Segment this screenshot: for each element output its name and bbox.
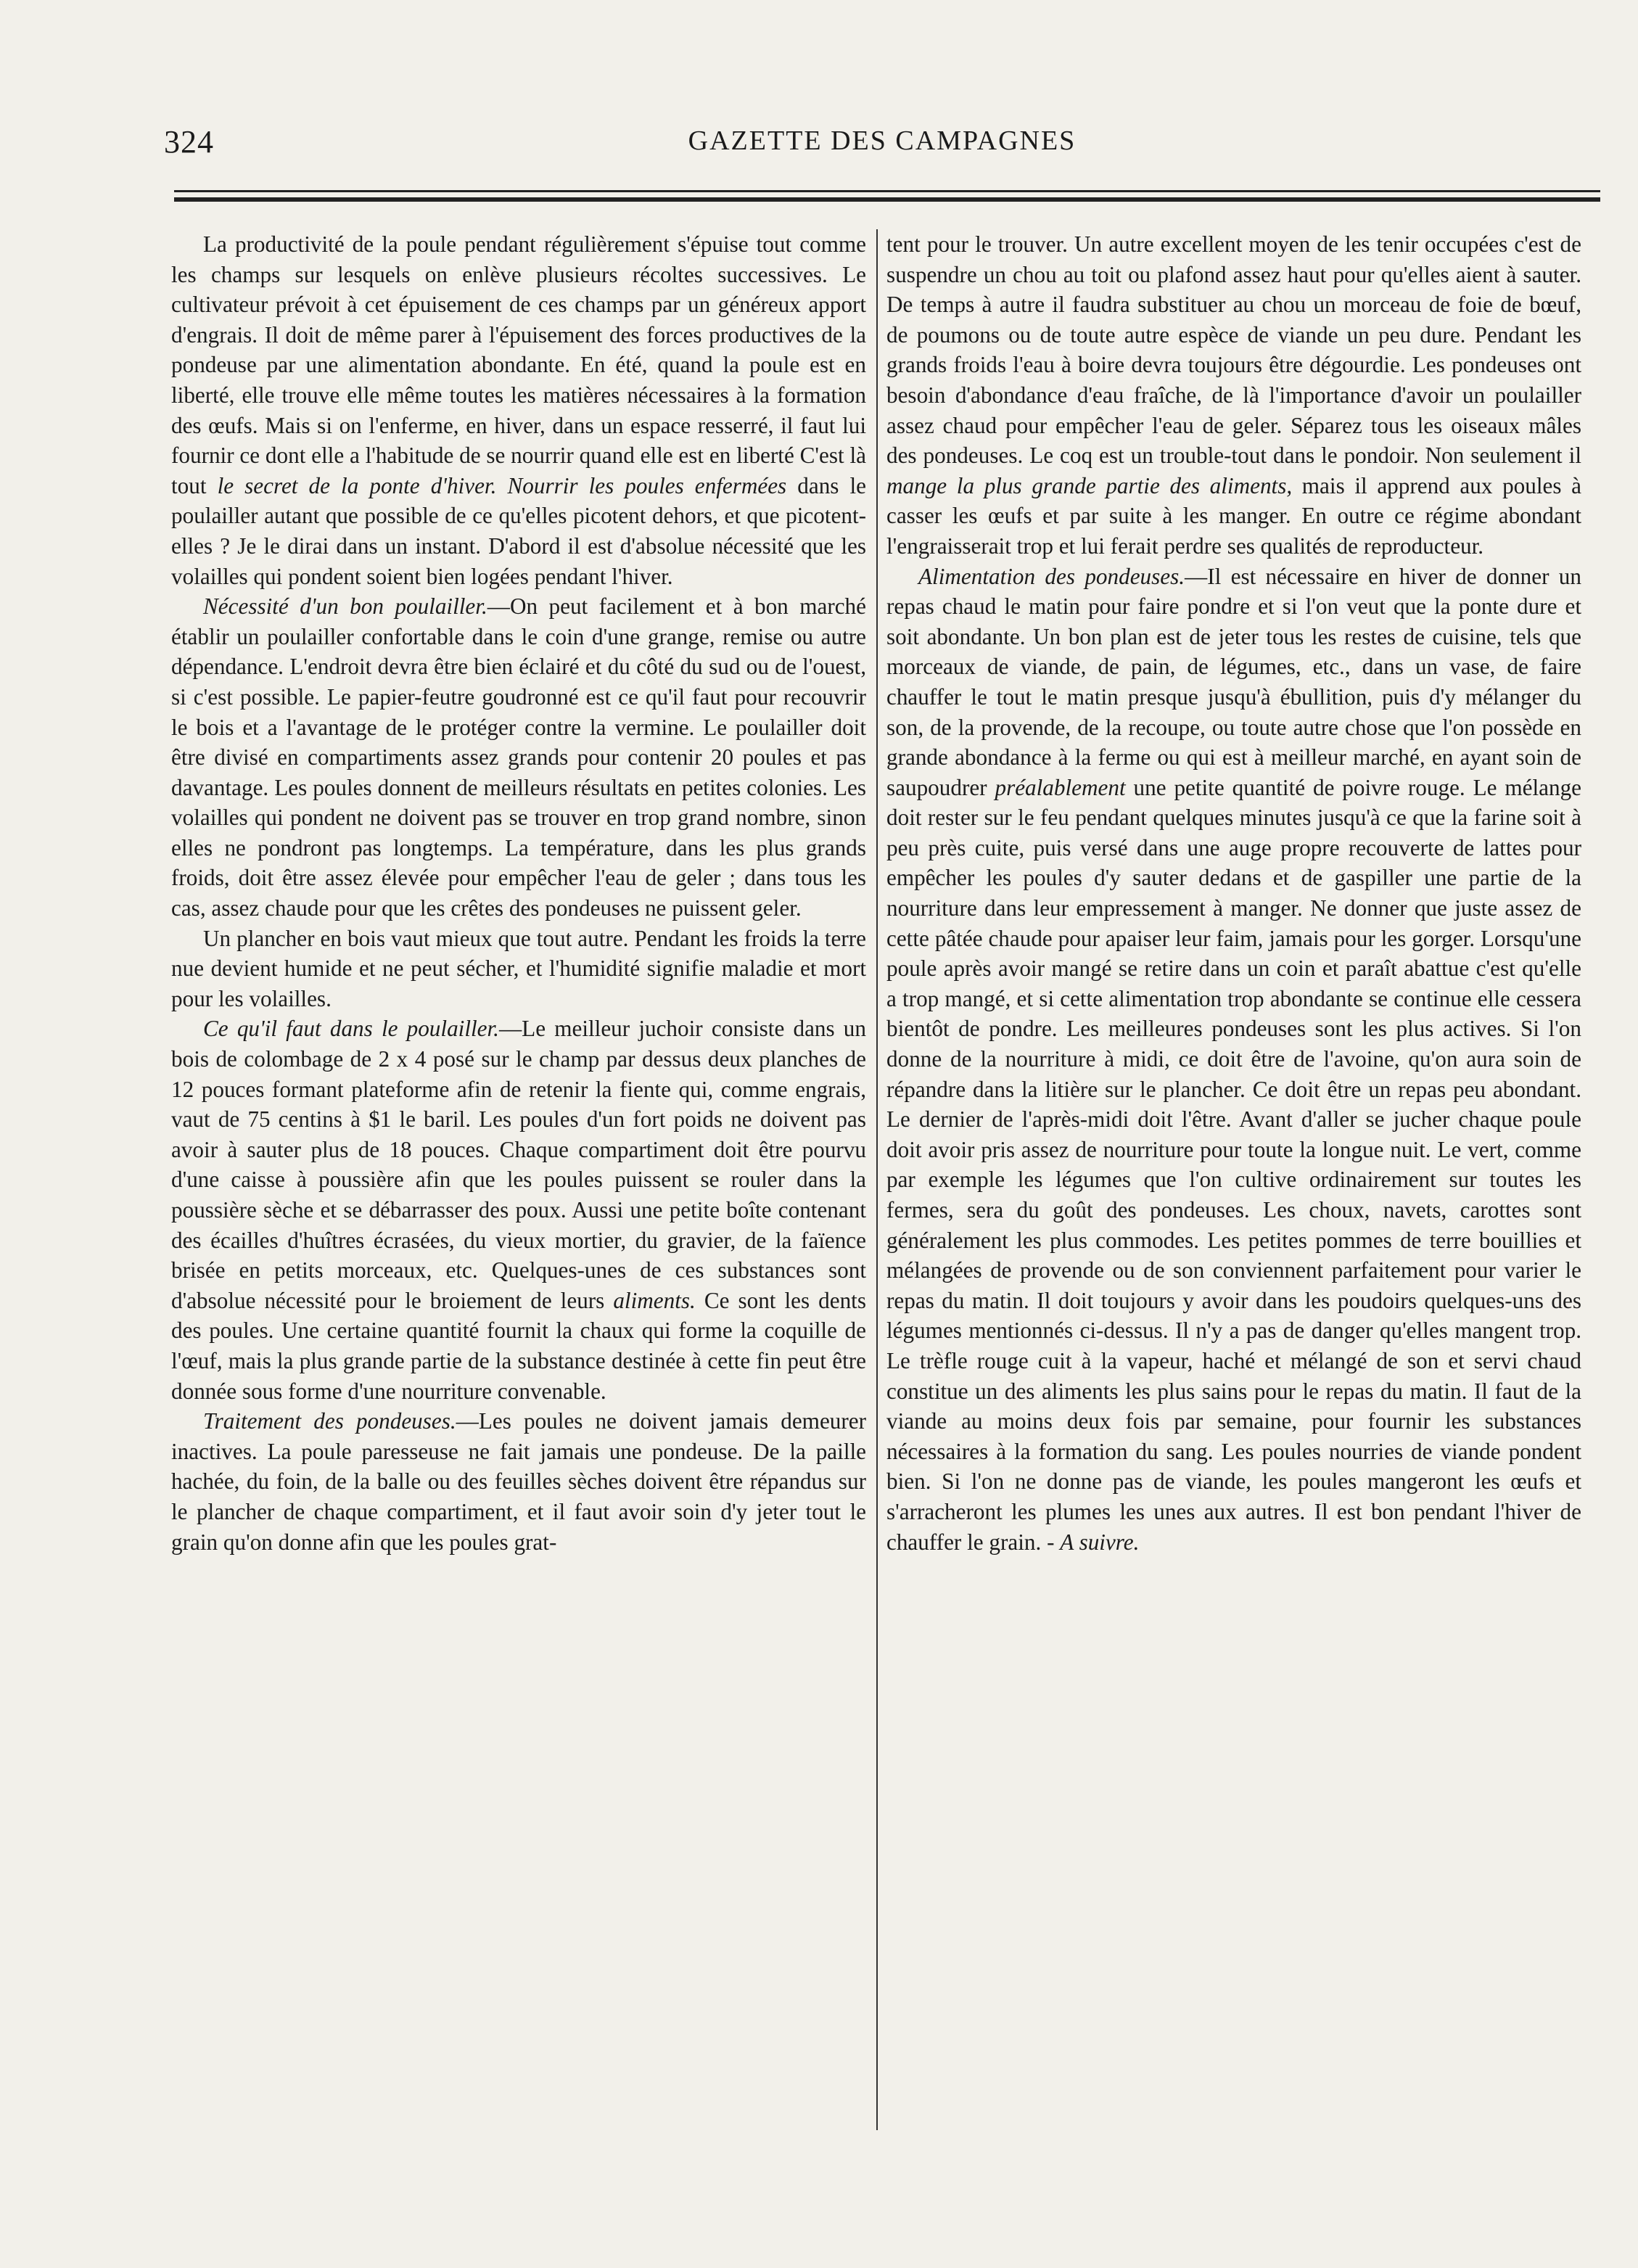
paragraph-alimentation: Alimentation des pondeuses.—Il est nécessaire en hiver de donner un repas chaud le matin pour faire pondre et si l'on veut que la ponte dure et soit abondante. Un bon plan est de jeter tous les restes de cuisine, tels que morceaux de viande, de pain, de légumes, etc., dans un vase, de faire chauffer le tout le matin presque jusqu'à ébullition, puis d'y mélanger du son, de la provende, de la recoupe, ou toute autre chose que l'on possède en grande abondance à la ferme ou qui est à meilleur marché, en ayant soin de saupoudrer préalablement une petite quantité de poivre rouge. Le mélange doit rester sur le feu pendant quelques minutes jusqu'à ce que la farine soit à peu près cuite, puis versé dans une auge propre recouverte de lattes pour empêcher les poules d'y sauter dedans et de gaspiller une partie de la nourriture dans leur empressement à manger. Ne donner que juste assez de cette pâtée chaude pour apaiser leur faim, jamais pour les gorger. Lorsqu'une poule après avoir mangé se retire dans un coin et paraît abattue c'est qu'elle a trop mangé, et si cette alimentation trop abondante se continue elle cessera bientôt de pondre. Les meilleures pondeuses sont les plus actives. Si l'on donne de la nourriture à midi, ce doit être de l'avoine, qu'on aura soin de répandre dans la litière sur le plancher. Ce doit être un repas peu abondant. Le dernier de l'après-midi doit l'être. Avant d'aller se jucher chaque poule doit avoir pris assez de nourriture pour toute la longue nuit. Le vert, comme par exemple les légumes que l'on cultive ordinairement sur toutes les fermes, sera du goût des pondeuses. Les choux, navets, carottes sont généralement les plus commodes. Les petites pommes de terre bouillies et mélangées de provende ou de son conviennent parfaitement pour varier le repas du matin. Il doit toujours y avoir dans les poudoirs quelques-uns des légumes mentionnés ci-dessus. Il n'y a pas de danger qu'elles mangent trop. Le trèfle rouge cuit à la vapeur, haché et mélangé de son et servi chaud constitue un des aliments les plus sains pour le repas du matin. Il faut de la viande au moins deux fois par semaine, pour fournir les substances nécessaires à la formation du sang. Les poules nourries de viande pondent bien. Si l'on ne donne pas de viande, les poules mangeront les œufs et s'arracheront les plumes les unes aux autres. Il est bon pendant l'hiver de chauffer le grain. - A suivre.	[886, 563, 1582, 1555]
paragraph-contenu-poulailler: Ce qu'il faut dans le poulailler.—Le meilleur juchoir consiste dans un bois de colombage de 2 x 4 posé sur le champ par dessus deux planches de 12 pouces formant plateforme afin de retenir la fiente qui, comme engrais, vaut de 75 centins à $1 le baril. Les poules d'un fort poids ne doivent pas avoir à sauter plus de 18 pouces. Chaque compartiment doit être pourvu d'une caisse à poussière afin que les poules puissent se rouler dans la poussière sèche et se débarrasser des poux. Aussi une petite boîte contenant des écailles d'huîtres écrasées, du vieux mortier, du gravier, de la faïence brisée en petits morceaux, etc. Quelques-unes de ces substances sont d'absolue nécessité pour le broiement de leurs aliments. Ce sont les dents des poules. Une certaine quantité fournit la chaux qui forme la coquille de l'œuf, mais la plus grande partie de la substance destinée à cette fin peut être donnée sous forme d'une nourriture convenable.	[171, 1016, 866, 1404]
section-heading-alimentation: Alimentation des pondeuses.	[918, 563, 1185, 589]
italic-word: aliments.	[613, 1287, 696, 1313]
section-heading-poulailler: Nécessité d'un bon poulailler.	[203, 593, 487, 620]
right-column	[886, 229, 1581, 1557]
paragraph-traitement: Traitement des pondeuses.—Les poules ne doivent jamais demeurer inactives. La poule paresseuse ne fait jamais une pondeuse. De la paille hachée, du foin, de la balle ou des feuilles sèches doivent être répandus sur le plancher de chaque compartiment, et il faut avoir soin d'y jeter tout le grain qu'on donne afin que les poules grat-	[171, 1408, 866, 1555]
paragraph-poulailler: Nécessité d'un bon poulailler.—On peut facilement et à bon marché établir un poulailler confortable dans le coin d'une grange, remise ou autre dépendance. L'endroit devra être bien éclairé et du côté du sud ou de l'ouest, si c'est possible. Le papier-feutre goudronné est ce qu'il faut pour recouvrir le bois et a l'avantage de le protéger contre la vermine. Le poulailler doit être divisé en compartiments assez grands pour contenir 20 poules et pas davantage. Les poules donnent de meilleurs résultats en petites colonies. Les volailles qui pondent ne doivent pas se trouver en trop grand nombre, sinon elles ne pondront pas longtemps. La température, dans les plus grands froids, doit être assez élevée pour empêcher l'eau de geler ; dans tous les cas, assez chaude pour que les crêtes des pondeuses ne puissent geler.	[171, 593, 866, 921]
header-rule-thick	[174, 197, 1600, 202]
paragraph-continuation: tent pour le trouver. Un autre excellent moyen de les tenir occupées c'est de suspendre un chou au toit ou plafond assez haut pour qu'elles aient à sauter. De temps à autre il faudra substituer au chou un morceau de foie de bœuf, de poumons ou de toute autre espèce de viande un peu dure. Pendant les grands froids l'eau à boire devra toujours être dégourdie. Les pondeuses ont besoin d'abondance d'eau fraîche, de là l'importance d'avoir un poulailler assez chaud pour empêcher l'eau de geler. Séparez tous les oiseaux mâles des pondeuses. Le coq est un trouble-tout dans le pondoir. Non seulement il mange la plus grande partie des aliments, mais il apprend aux poules à casser les œufs et par suite à les manger. En outre ce régime abondant l'engraisserait trop et lui ferait perdre ses qualités de reproducteur.	[886, 231, 1581, 559]
page-header	[164, 123, 1600, 167]
paragraph-productivite: La productivité de la poule pendant régulièrement s'épuise tout comme les champs sur lesquels on enlève plusieurs récoltes successives. Le cultivateur prévoit à cet épuisement de ces champs par un généreux apport d'engrais. Il doit de même parer à l'épuisement des forces productives de la pondeuse par une alimentation abondante. En été, quand la poule est en liberté, elle trouve elle même toutes les matières nécessaires à la formation des œufs. Mais si on l'enferme, en hiver, dans un espace resserré, il faut lui fournir ce dont elle a l'habitude de se nourrir quand elle est en liberté C'est là tout le secret de la ponte d'hiver. Nourrir les poules enfermées dans le poulailler autant que possible de ce qu'elles picotent dehors, et que picotent-elles ? Je le dirai dans un instant. D'abord il est d'absolue nécessité que les volailles qui pondent soient bien logées pendant l'hiver.	[171, 231, 866, 589]
italic-word: préalablement	[995, 774, 1126, 800]
italic-phrase: Nourrir les poules enfermées	[507, 472, 787, 498]
section-heading-traitement: Traitement des pondeuses.	[203, 1408, 456, 1434]
italic-phrase: le secret de la ponte d'hiver.	[217, 472, 497, 498]
column-divider	[876, 229, 878, 2130]
section-heading-contenu: Ce qu'il faut dans le poulailler.	[203, 1016, 499, 1042]
sign-off: A suivre.	[1060, 1529, 1140, 1555]
header-rule-thin	[174, 190, 1600, 192]
page-number: 324	[164, 124, 214, 160]
paragraph-plancher: Un plancher en bois vaut mieux que tout autre. Pendant les froids la terre nue devient humide et ne peut sécher, et l'humidité signifie maladie et mort pour les volailles.	[171, 925, 866, 1011]
left-column	[171, 229, 866, 1557]
italic-phrase: mange la plus grande partie des aliments,	[886, 472, 1293, 498]
running-title: GAZETTE DES CAMPAGNES	[688, 126, 1077, 156]
